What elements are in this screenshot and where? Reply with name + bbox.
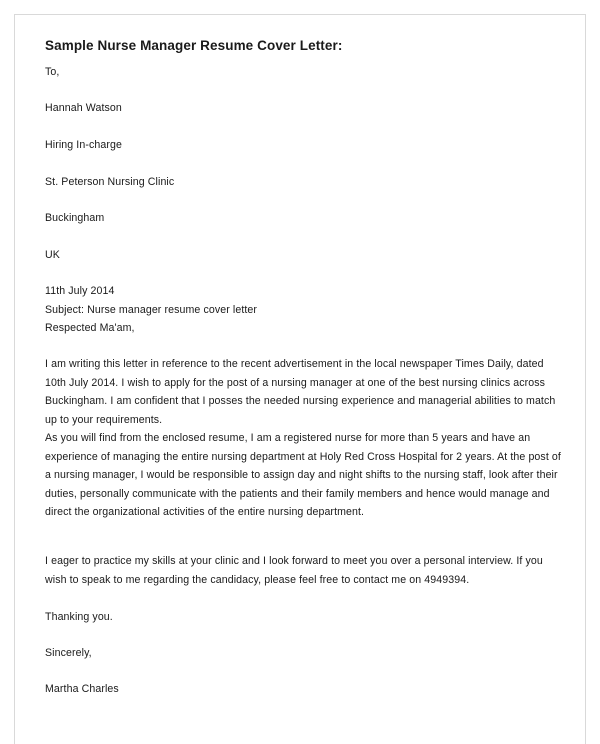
body-paragraph-3: I eager to practice my skills at your clinic and I look forward to meet you over a personal interview. If you wish to speak to me regarding the candidacy, please feel free to contact me on 4949394. [45,555,543,586]
letter-greeting: Respected Ma'am, [45,322,135,334]
recipient-name: Hannah Watson [45,102,122,114]
document-title: Sample Nurse Manager Resume Cover Letter: [45,38,343,53]
sender-name: Martha Charles [45,683,119,695]
thanks-line: Thanking you. [45,611,113,623]
body-paragraph-2: As you will find from the enclosed resume, I am a registered nurse for more than 5 years and have an experience of managing the entire nursing department at Holy Red Cross Hospital for 2 years. At the post of a nursing manager, I would be responsible to assign day and night shifts to the nursing staff, look after their duties, personally communicate with the patients and their family members and hence would manage and direct the organizational activities of the entire nursing department. [45,432,561,519]
closing-line: Sincerely, [45,647,92,659]
salutation-to: To, [45,66,60,78]
recipient-organization: St. Peterson Nursing Clinic [45,176,175,188]
recipient-position: Hiring In-charge [45,139,122,151]
body-paragraph-1: I am writing this letter in reference to the recent advertisement in the local newspaper Times Daily, dated 10th July 2014. I wish to apply for the post of a nursing manager at one of the best nursing clinics across Buckingham. I am confident that I posses the needed nursing experience and managerial abilities to match up to your requirements. [45,358,556,426]
letter-subject: Subject: Nurse manager resume cover letter [45,304,258,316]
recipient-city: Buckingham [45,212,105,224]
recipient-country: UK [45,249,60,261]
letter-date: 11th July 2014 [45,285,115,297]
